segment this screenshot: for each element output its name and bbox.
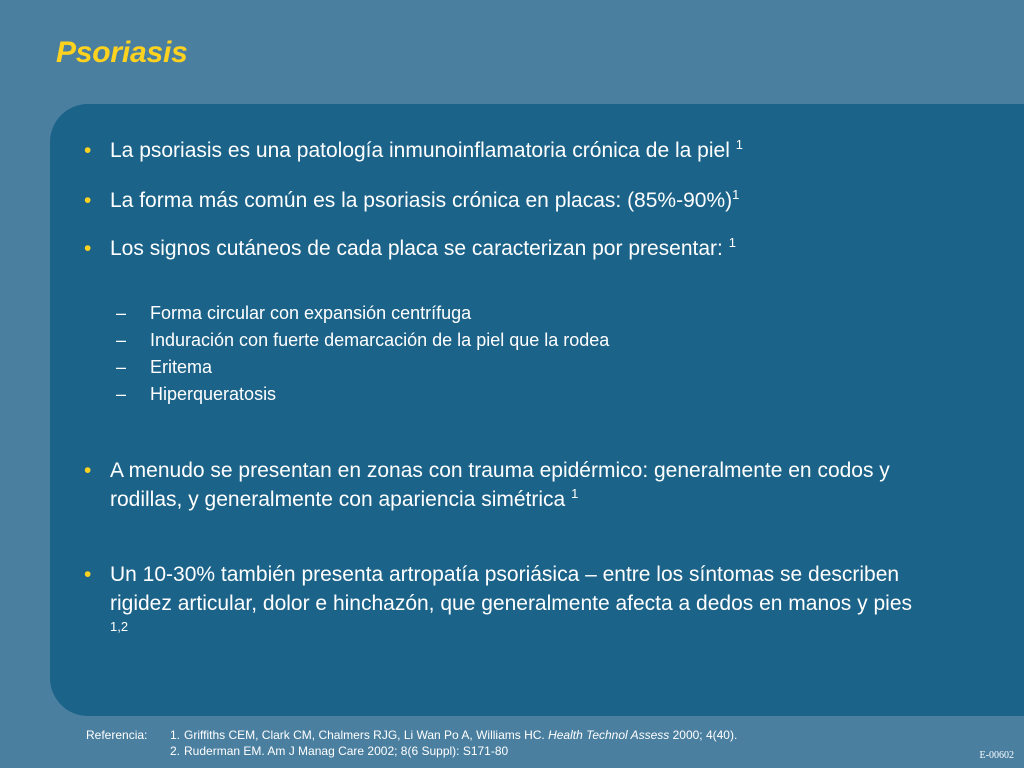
bullet-marker: • [84,459,92,482]
bullet-marker: • [84,189,92,212]
dash-marker: – [116,303,127,323]
slide-title: Psoriasis [56,36,188,69]
sub-list-item [116,381,916,408]
sub-list-item [116,300,916,327]
bullet-item [84,186,934,215]
bullet-item [84,136,934,165]
bullet-text: Los signos cutáneos de cada placa se caracterizan por presentar: [110,237,729,260]
bullet-marker: • [84,563,92,586]
reference-label: Referencia: [86,728,148,742]
dash-marker: – [116,357,127,377]
reference-number: 1. [170,728,181,742]
citation-superscript: 1 [571,486,579,501]
sub-item-text: Induración con fuerte demarcación de la piel que la rodea [150,330,610,350]
reference-list [170,727,737,759]
sub-item-text: Eritema [150,357,213,377]
citation-superscript: 1,2 [110,619,129,634]
bullet-item [84,456,914,514]
sub-item-text: Hiperqueratosis [150,384,277,404]
reference-text-after: 2000; 4(40). [669,728,738,742]
bullet-text: La forma más común es la psoriasis crónica en placas: (85%-90%) [110,189,733,212]
bullet-text: La psoriasis es una patología inmunoinflamatoria crónica de la piel [110,139,736,162]
slide-code: E-00602 [979,750,1014,761]
sub-list [116,300,916,408]
citation-superscript: 1 [732,187,740,202]
bullet-text: Un 10-30% también presenta artropatía psoriásica – entre los síntomas se describen rigidez articular, dolor e hinchazón, que generalmente afecta a dedos en manos y pies [110,563,912,615]
bullet-marker: • [84,139,92,162]
bullet-text: A menudo se presentan en zonas con trauma epidérmico: generalmente en codos y rodillas, y generalmente con apariencia simétrica [110,459,890,511]
reference-text: Ruderman EM. Am J Manag Care 2002; 8(6 Suppl): S171-80 [184,744,509,758]
content-panel [50,104,1024,716]
bullet-marker: • [84,237,92,260]
reference-text: Griffiths CEM, Clark CM, Chalmers RJG, Li Wan Po A, Williams HC. [184,728,549,742]
reference-item [170,743,737,759]
bullet-item [84,234,934,263]
sub-list-item [116,327,916,354]
reference-item [170,727,737,743]
reference-journal: Health Technol Assess [548,728,670,742]
citation-superscript: 1 [728,235,736,250]
sub-list-item [116,354,916,381]
dash-marker: – [116,384,127,404]
dash-marker: – [116,330,127,350]
reference-number: 2. [170,744,181,758]
sub-item-text: Forma circular con expansión centrífuga [150,303,472,323]
citation-superscript: 1 [735,137,743,152]
bullet-item [84,560,934,647]
